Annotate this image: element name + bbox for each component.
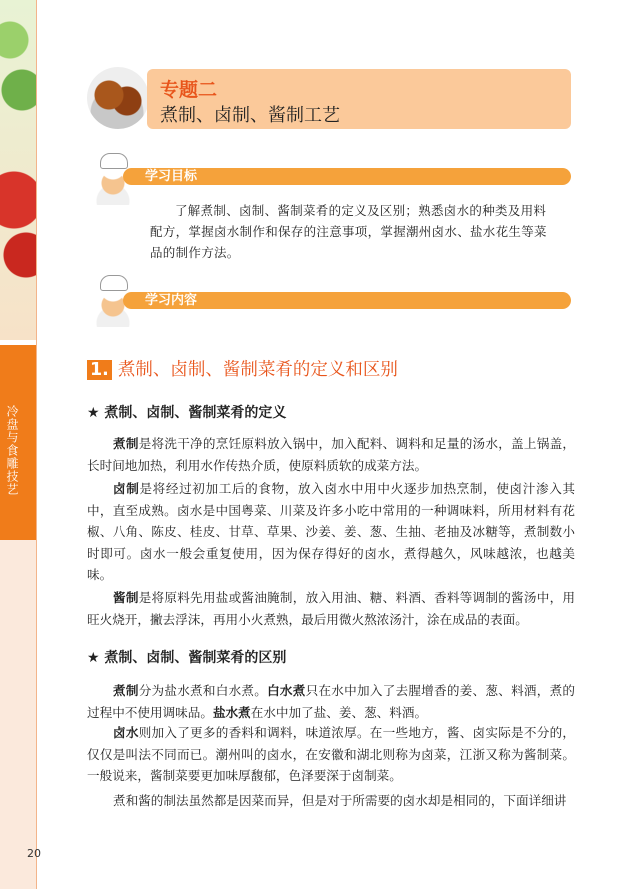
term: 煮制 xyxy=(113,436,139,451)
topic-number: 专题二 xyxy=(160,79,218,101)
subheading-definition: ★ 煮制、卤制、酱制菜肴的定义 xyxy=(87,405,287,421)
braised-eggs-image xyxy=(87,67,149,129)
vegetable-image xyxy=(0,0,36,340)
term: 白水煮 xyxy=(267,683,306,698)
paragraph-text: 则加入了更多的香料和调料，味道浓厚。在一些地方，酱、卤实际是不分的，仅仅是叫法不同而已。潮州叫的卤水，在安徽和湖北则称为卤菜，江浙又称为酱制菜。一般说来，酱制菜要更加味厚馥郁，色泽要深于卤制菜。 xyxy=(87,725,576,783)
term: 盐水煮 xyxy=(212,704,251,720)
paragraph-text: 在水中加了盐、姜、葱、料酒。 xyxy=(250,704,428,720)
paragraph-continuation: 煮和酱的制法虽然都是因菜而异，但是对于所需要的卤水却是相同的，下面详细讲 xyxy=(113,793,567,808)
term: 卤制 xyxy=(113,481,140,496)
chapter-tab xyxy=(0,345,36,540)
term: 煮制 xyxy=(113,683,139,698)
topic-title: 煮制、卤制、酱制工艺 xyxy=(160,105,340,126)
paragraph-boil xyxy=(87,433,575,476)
paragraph-text: 是将原料先用盐或酱油腌制，放入用油、糖、料酒、香料等调制的酱汤中，用旺火烧开，撇去浮沫，再用小火煮熟，最后用微火熬浓汤汁，涂在成品的表面。 xyxy=(87,590,576,627)
chapter-label: 冷盘与食雕技艺 xyxy=(5,405,19,496)
paragraph-text: 只在水中加入了去腥增香的姜、葱、料酒，煮的过程中不使用调味品。 xyxy=(87,683,576,720)
paragraph-sauce xyxy=(87,587,575,630)
paragraph-text: 分为盐水煮和白水煮。 xyxy=(138,683,268,698)
topic-header xyxy=(87,69,571,129)
margin-line xyxy=(36,0,37,889)
paragraph-braise xyxy=(87,478,575,586)
objectives-strip xyxy=(123,168,571,185)
sidebar xyxy=(0,0,36,889)
section-number: 1. xyxy=(87,360,112,380)
section-heading xyxy=(87,356,398,381)
page-number: 20 xyxy=(27,847,41,860)
section-title: 煮制、卤制、酱制菜肴的定义和区别 xyxy=(117,360,398,380)
paragraph-text: 是将洗干净的烹饪原料放入锅中，加入配料、调料和足量的汤水，盖上锅盖，长时间地加热，利用水作传热介质，使原料质软的成菜方法。 xyxy=(87,436,576,473)
content-strip xyxy=(123,292,571,309)
objectives-text: 了解煮制、卤制、酱制菜肴的定义及区别；熟悉卤水的种类及用料配方，掌握卤水制作和保存的注意事项，掌握潮州卤水、盐水花生等菜品的制作方法。 xyxy=(150,203,547,260)
paragraph-boil-types xyxy=(87,680,575,723)
content-label: 学习内容 xyxy=(145,293,198,308)
term: 卤水 xyxy=(113,725,139,740)
sidebar-lower-band xyxy=(0,540,36,889)
paragraph-brine xyxy=(87,722,575,787)
subheading-difference: ★ 煮制、卤制、酱制菜肴的区别 xyxy=(87,650,287,666)
term: 酱制 xyxy=(113,590,139,605)
objectives-label: 学习目标 xyxy=(145,169,198,184)
paragraph-text: 是将经过初加工后的食物，放入卤水中用中火逐步加热烹制，使卤汁渗入其中，直至成熟。卤水是中国粤菜、川菜及许多小吃中常用的一种调味料，所用材料有花椒、八角、陈皮、桂皮、甘草、草果、沙姜、姜、葱、生抽、老抽及冰糖等，煮制数小时即可。卤水一般会重复使用，因为保存得好的卤水，煮得越久，风味越浓，也越美味。 xyxy=(87,481,576,582)
